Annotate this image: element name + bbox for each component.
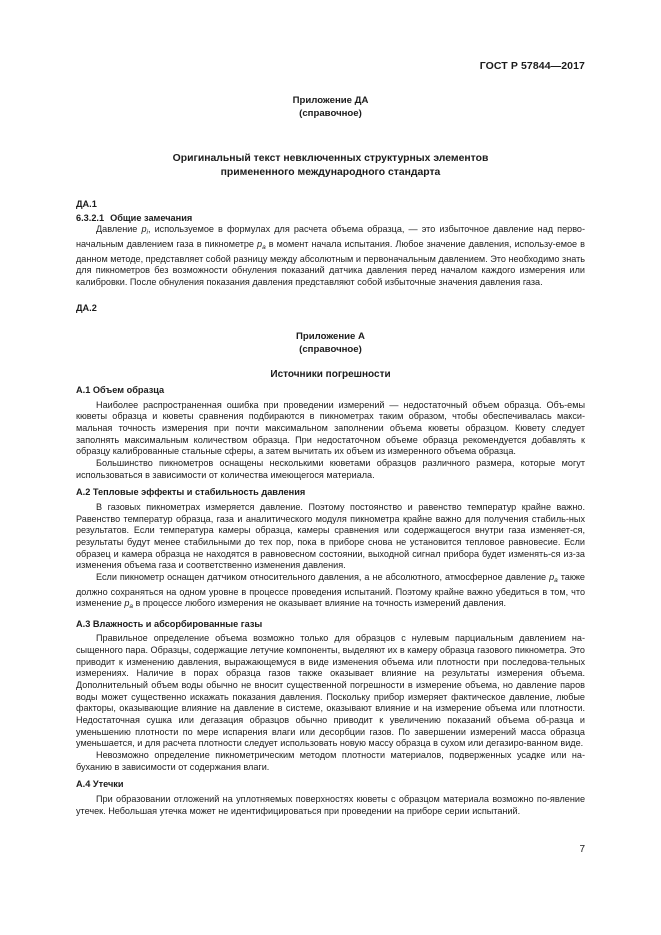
a1-paragraph-2: Большинство пикнометров оснащены несколькими кюветами образцов различного размера, которые могут использоваться в зависимости от количества имеющегося материала. — [76, 457, 585, 480]
appendix-a-title: Приложение А — [296, 331, 365, 342]
a2-paragraph-1: В газовых пикнометрах измеряется давление. Поэтому постоянство и равенство температур крайне важно. Равенство температур образца, газа и аналитического модуля пикнометра крайне важно для получения стабиль-ных результатов. Если температура камеры образца, камеры сравнения или содержащегося внутри газа изменяет-ся, результаты будут менее стабильными до тех пор, пока в приборе снова не установится тепловое равновесие. Если образец и камера образца не находятся в равновесном состоянии, выходной сигнал прибора будет изменять-ся из-за изменения объема газа и соответственно изменения давления. — [76, 501, 585, 571]
a3-paragraph-2: Невозможно определение пикнометрическим методом плотности материалов, подверженных усадке или на-буханию в зависимости от содержания влаги. — [76, 750, 585, 772]
a2-heading: А.2 Тепловые эффекты и стабильность давления — [76, 487, 306, 498]
page-number: 7 — [579, 844, 585, 855]
appendix-da-caption-line2: примененного международного стандарта — [220, 166, 441, 178]
da1-block — [76, 199, 585, 289]
appendix-da-title: Приложение ДА — [292, 95, 369, 106]
a3-heading: А.3 Влажность и абсорбированные газы — [76, 618, 263, 629]
appendix-a-body — [76, 385, 585, 817]
a2-paragraph-2: Если пикнометр оснащен датчиком относительного давления, а не абсолютного, атмосферное давление $p_a$ также должно сохраняться на одном уровне в процессе проведения испытаний. Поэтому крайне важно убедиться в том, что изменение $p_a$ в процессе любого измерения не оказывает влияние на точность измерений давления. — [76, 571, 585, 611]
a1-heading: А.1 Объем образца — [76, 385, 165, 395]
clause-number: 6.3.2.1 — [76, 212, 105, 223]
appendix-da-heading — [0, 94, 661, 120]
a4-paragraph-1: При образовании отложений на уплотняемых поверхностях кюветы с образцом материала возможно по-явление утечек. Небольшая утечка может не идентифицироваться при проведении на приборе серии испытаний. — [76, 794, 585, 816]
appendix-a-heading — [0, 330, 661, 356]
da1-label: ДА.1 — [76, 199, 97, 209]
appendix-da-caption-line1: Оригинальный текст невключенных структурных элементов — [172, 153, 489, 164]
clause-title: Общие замечания — [110, 212, 193, 223]
a1-paragraph-1: Наиболее распространенная ошибка при проведении измерений — недостаточный объем образца. Объ-емы кюветы образца и кюветы сравнения подбираются в пикнометрах таким образом, чтобы обеспечивалась макси-мальная точность измерения при почти максимальном заполнении объема кюветы образцом. Кювету следует заполнять максимальным количеством образца. При недостаточном объеме образца рекомендуется добавлять к образцу калиброванные стальные сферы, а затем вычитать их объем из измеренного объема образца. — [76, 399, 585, 457]
da2-block — [76, 303, 585, 315]
appendix-a-subtitle: (справочное) — [299, 344, 362, 355]
standard-header: ГОСТ Р 57844—2017 — [479, 60, 585, 72]
appendix-da-caption — [0, 152, 661, 179]
da1-paragraph: Давление $p_i$, используемое в формулах для расчета объема образца, — это избыточное давление над перво-начальным давлением газа в пикнометре $p_a$ в момент начала испытания. Любое значение давления, использу-емое в данном методе, представляет собой разницу между абсолютным и первоначальным давлением. Это необходимо знать для пикнометров без возможности обнуления показаний датчика давления перед началом каждого измерения или калибровки. После обнуления показания давления представляют собой избыточные значения давления газа. — [76, 224, 586, 287]
appendix-da-subtitle: (справочное) — [299, 108, 362, 119]
a4-heading: А.4 Утечки — [76, 779, 124, 790]
clause-heading — [76, 213, 585, 225]
da2-label: ДА.2 — [76, 303, 97, 313]
appendix-a-caption: Источники погрешности — [270, 369, 391, 380]
a3-paragraph-1: Правильное определение объема возможно только для образцов с нулевым парциальным давлением на-сыщенного пара. Образцы, содержащие летучие компоненты, выделяют их в камеру образца газового пикнометра. Это приводит к изменению давления, выражающемуся в виде изменения объема или плотности при последова-тельных измерениях. Наличие в порах образца газов также оказывает влияние на результаты измерения объема. Дополнительный объем воды обычно не вносит существенной погрешности в измерение объема, но давление паров воды может существенно искажать показания давления. Поскольку прибор измеряет фактическое давление, любые факторы, оказывающие влияние на давление в системе, оказывают влияние и на измерение объема или плотности. Недостаточная сушка или дегазация образцов обычно приводит к увеличению показаний объема об-разца и уменьшению плотности по мере испарения влаги или десорбции газов. По завершении измерений масса образца уменьшается, и для расчета плотности следует использовать новую массу образца в сухом или дегазиро-ванном виде. — [76, 633, 585, 749]
